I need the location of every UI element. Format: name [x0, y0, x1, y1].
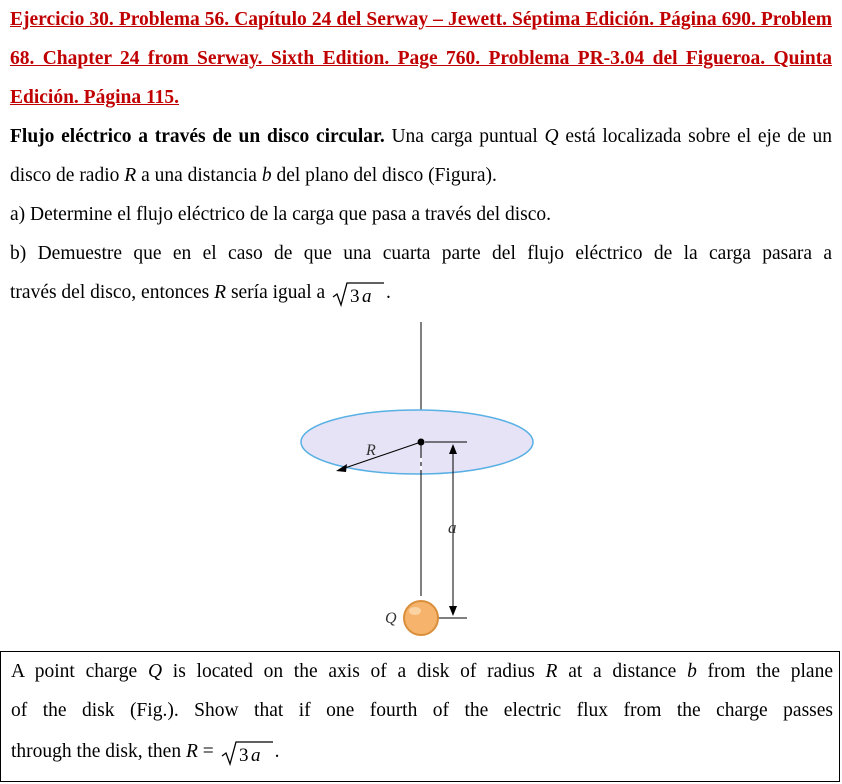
sqrt-var: a: [250, 744, 261, 766]
sqrt-arg: 3: [238, 744, 249, 766]
sqrt-3a-formula-english: [219, 739, 275, 767]
var-b: b: [261, 165, 272, 186]
reference-header: [10, 0, 832, 117]
text-run: from the plane: [696, 661, 833, 682]
text-run: A point charge: [11, 661, 148, 682]
equals-sign: =: [197, 741, 219, 762]
english-statement-box: [0, 651, 840, 782]
text-run: at a distance: [557, 661, 688, 682]
var-R: R: [124, 165, 137, 186]
text-run: through the disk, then: [11, 741, 186, 762]
var-b: b: [687, 661, 697, 682]
label-a: a: [448, 518, 457, 537]
sqrt-arg: 3: [350, 285, 360, 307]
text-run: está localizada sobre el eje de un disco de radio: [10, 126, 832, 186]
charge-highlight: [409, 607, 421, 615]
var-R: R: [185, 741, 198, 762]
text-run: is located on the axis of a disk of radius: [162, 661, 546, 682]
text-run: través del disco, entonces: [10, 282, 215, 303]
header-line-3: del Figueroa. Quinta Edición. Página 115.: [10, 48, 833, 108]
var-Q: Q: [147, 661, 163, 682]
var-R: R: [545, 661, 558, 682]
problem-title: Flujo eléctrico a través de un disco circular.: [10, 126, 385, 147]
sqrt-var: a: [362, 285, 372, 307]
text-run: sería igual a: [226, 282, 331, 303]
header-line-1: Ejercicio 30. Problema 56. Capítulo 24 del Serway – Jewett. Séptima Edición. Página: [10, 9, 717, 30]
english-line-3: [11, 732, 833, 771]
disk: [301, 410, 533, 474]
point-charge: [404, 601, 438, 635]
text-run: .: [274, 741, 280, 762]
header-line-2: 690. Problem 68. Chapter 24 from Serway. Sixth Edition. Page 760. Problema PR-3.04: [10, 9, 832, 69]
text-run: a una distancia: [136, 165, 262, 186]
english-line-2: of the disk (Fig.). Show that if one fourth of the electric flux from the charge passes: [11, 700, 833, 721]
sqrt-3a-formula: [330, 280, 386, 308]
label-Q: Q: [385, 610, 397, 627]
var-Q: Q: [544, 126, 559, 147]
part-b-line-1: b) Demuestre que en el caso de que una cuarta parte del flujo eléctrico de la carga pasara a: [10, 243, 832, 264]
problem-statement: [10, 117, 832, 195]
part-b-line-2: [10, 273, 832, 312]
var-R: R: [214, 282, 227, 303]
disk-figure: [296, 318, 546, 640]
label-R: R: [366, 442, 376, 459]
text-run: Una carga puntual: [384, 126, 545, 147]
text-run: del plano del disco (Figura).: [271, 165, 497, 186]
part-a: a) Determine el flujo eléctrico de la carga que pasa a través del disco.: [10, 204, 552, 225]
english-line-1: [11, 652, 833, 691]
text-run: .: [386, 282, 391, 303]
distance-arrow-down: [449, 606, 457, 616]
